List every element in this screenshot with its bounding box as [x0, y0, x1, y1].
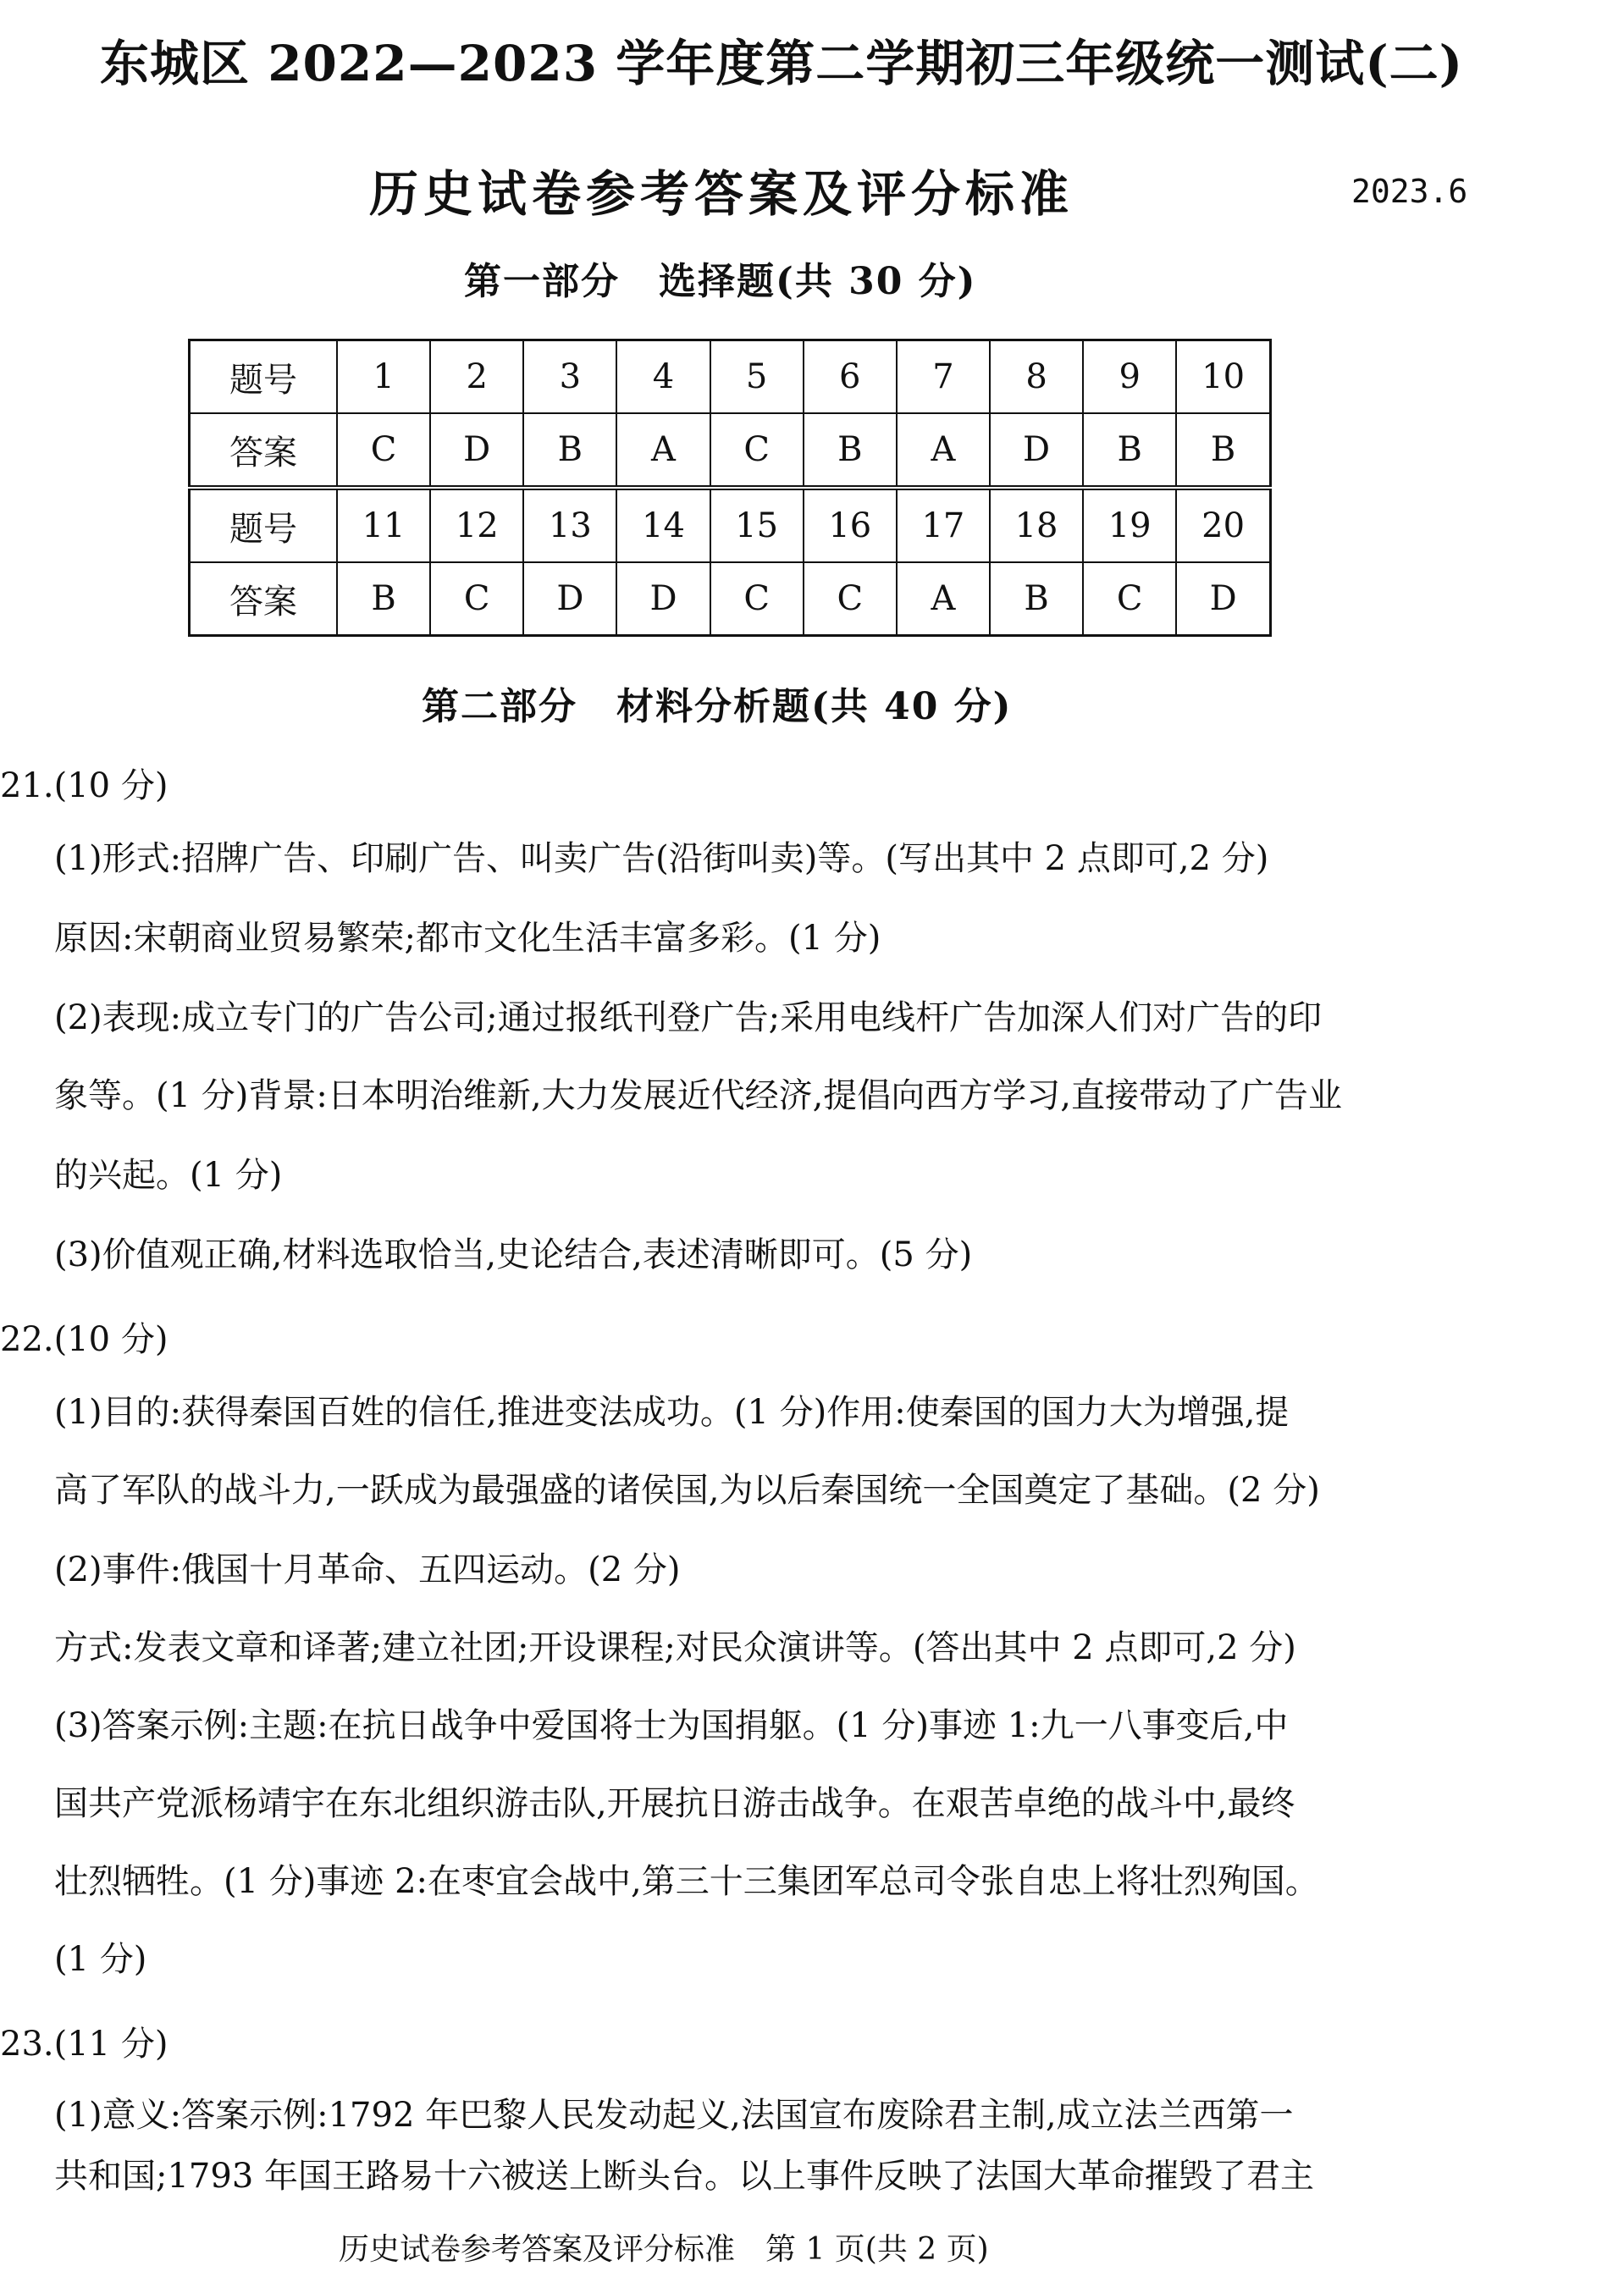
answer-line: (2)事件:俄国十月革命、五四运动。(2 分) — [54, 1550, 681, 1589]
question-number-cell: 15 — [710, 488, 804, 562]
question-number-cell: 9 — [1083, 340, 1176, 414]
answer-cell: C — [710, 562, 804, 636]
question-number-cell: 5 — [710, 340, 804, 414]
question-number-cell: 12 — [430, 488, 523, 562]
question-number-cell: 8 — [990, 340, 1083, 414]
answer-line: 高了军队的战斗力,一跃成为最强盛的诸侯国,为以后秦国统一全国奠定了基础。(2 分) — [54, 1471, 1320, 1510]
question-number-row — [190, 340, 1271, 414]
question-22-heading: 22.(10 分) — [0, 1320, 168, 1359]
question-number-cell: 6 — [804, 340, 897, 414]
answer-cell: C — [710, 413, 804, 488]
answer-line: 象等。(1 分)背景:日本明治维新,大力发展近代经济,提倡向西方学习,直接带动了广告业 — [54, 1076, 1342, 1115]
part2-heading: 第二部分 材料分析题(共 40 分) — [422, 685, 1013, 728]
answer-line: 壮烈牺牲。(1 分)事迹 2:在枣宜会战中,第三十三集团军总司令张自忠上将壮烈殉国。 — [54, 1862, 1319, 1901]
part1-heading: 第一部分 选择题(共 30 分) — [464, 260, 977, 303]
document-title: 历史试卷参考答案及评分标准 — [369, 165, 1074, 223]
page-footer: 历史试卷参考答案及评分标准 第 1 页(共 2 页) — [339, 2232, 989, 2267]
answer-line: (3)答案示例:主题:在抗日战争中爱国将士为国捐躯。(1 分)事迹 1:九一八事变后,中 — [54, 1706, 1289, 1745]
answer-cell: B — [804, 413, 897, 488]
answer-cell: D — [523, 562, 616, 636]
answer-cell: A — [616, 413, 710, 488]
question-number-row — [190, 488, 1271, 562]
question-number-cell: 20 — [1176, 488, 1270, 562]
answer-row — [190, 562, 1271, 636]
question-number-cell: 4 — [616, 340, 710, 414]
answer-line: (1)意义:答案示例:1792 年巴黎人民发动起义,法国宣布废除君主制,成立法兰西第一 — [54, 2096, 1294, 2135]
row-label-question: 题号 — [190, 340, 338, 414]
answer-cell: D — [990, 413, 1083, 488]
row-label-answer: 答案 — [190, 562, 338, 636]
question-number-cell: 1 — [337, 340, 430, 414]
question-number-cell: 16 — [804, 488, 897, 562]
answer-row — [190, 413, 1271, 488]
question-number-cell: 13 — [523, 488, 616, 562]
answer-line: 方式:发表文章和译著;建立社团;开设课程;对民众演讲等。(答出其中 2 点即可,2 分) — [54, 1628, 1296, 1667]
answer-cell: A — [897, 413, 990, 488]
question-number-cell: 11 — [337, 488, 430, 562]
question-21-heading: 21.(10 分) — [0, 766, 168, 805]
row-label-answer: 答案 — [190, 413, 338, 488]
answer-cell: B — [337, 562, 430, 636]
question-number-cell: 19 — [1083, 488, 1176, 562]
question-number-cell: 14 — [616, 488, 710, 562]
document-date: 2023.6 — [1351, 173, 1468, 210]
answer-cell: D — [1176, 562, 1270, 636]
answer-cell: C — [337, 413, 430, 488]
answer-line: 的兴起。(1 分) — [54, 1156, 283, 1195]
answer-cell: C — [430, 562, 523, 636]
answer-line: (3)价值观正确,材料选取恰当,史论结合,表述清晰即可。(5 分) — [54, 1235, 973, 1274]
answer-cell: B — [1083, 413, 1176, 488]
answer-line: (2)表现:成立专门的广告公司;通过报纸刊登广告;采用电线杆广告加深人们对广告的印 — [54, 998, 1323, 1037]
answer-cell: D — [616, 562, 710, 636]
question-number-cell: 10 — [1176, 340, 1270, 414]
answer-cell: C — [1083, 562, 1176, 636]
question-23-heading: 23.(11 分) — [0, 2025, 168, 2064]
answer-line: (1)目的:获得秦国百姓的信任,推进变法成功。(1 分)作用:使秦国的国力大为增强,提 — [54, 1393, 1290, 1432]
question-number-cell: 2 — [430, 340, 523, 414]
answer-table — [188, 339, 1272, 637]
question-number-cell: 18 — [990, 488, 1083, 562]
answer-cell: A — [897, 562, 990, 636]
question-number-cell: 3 — [523, 340, 616, 414]
answer-line: 原因:宋朝商业贸易繁荣;都市文化生活丰富多彩。(1 分) — [54, 919, 881, 958]
answer-line: 共和国;1793 年国王路易十六被送上断头台。以上事件反映了法国大革命摧毁了君主 — [54, 2157, 1314, 2196]
question-number-cell: 17 — [897, 488, 990, 562]
question-number-cell: 7 — [897, 340, 990, 414]
answer-line: 国共产党派杨靖宇在东北组织游击队,开展抗日游击战争。在艰苦卓绝的战斗中,最终 — [54, 1784, 1295, 1823]
answer-line: (1)形式:招牌广告、印刷广告、叫卖广告(沿街叫卖)等。(写出其中 2 点即可,2 分) — [54, 839, 1269, 878]
row-label-question: 题号 — [190, 488, 338, 562]
answer-cell: B — [523, 413, 616, 488]
answer-cell: B — [1176, 413, 1270, 488]
answer-line: (1 分) — [54, 1940, 147, 1979]
answer-cell: D — [430, 413, 523, 488]
answer-cell: C — [804, 562, 897, 636]
answer-cell: B — [990, 562, 1083, 636]
exam-title: 东城区 2022—2023 学年度第二学期初三年级统一测试(二) — [100, 35, 1464, 92]
